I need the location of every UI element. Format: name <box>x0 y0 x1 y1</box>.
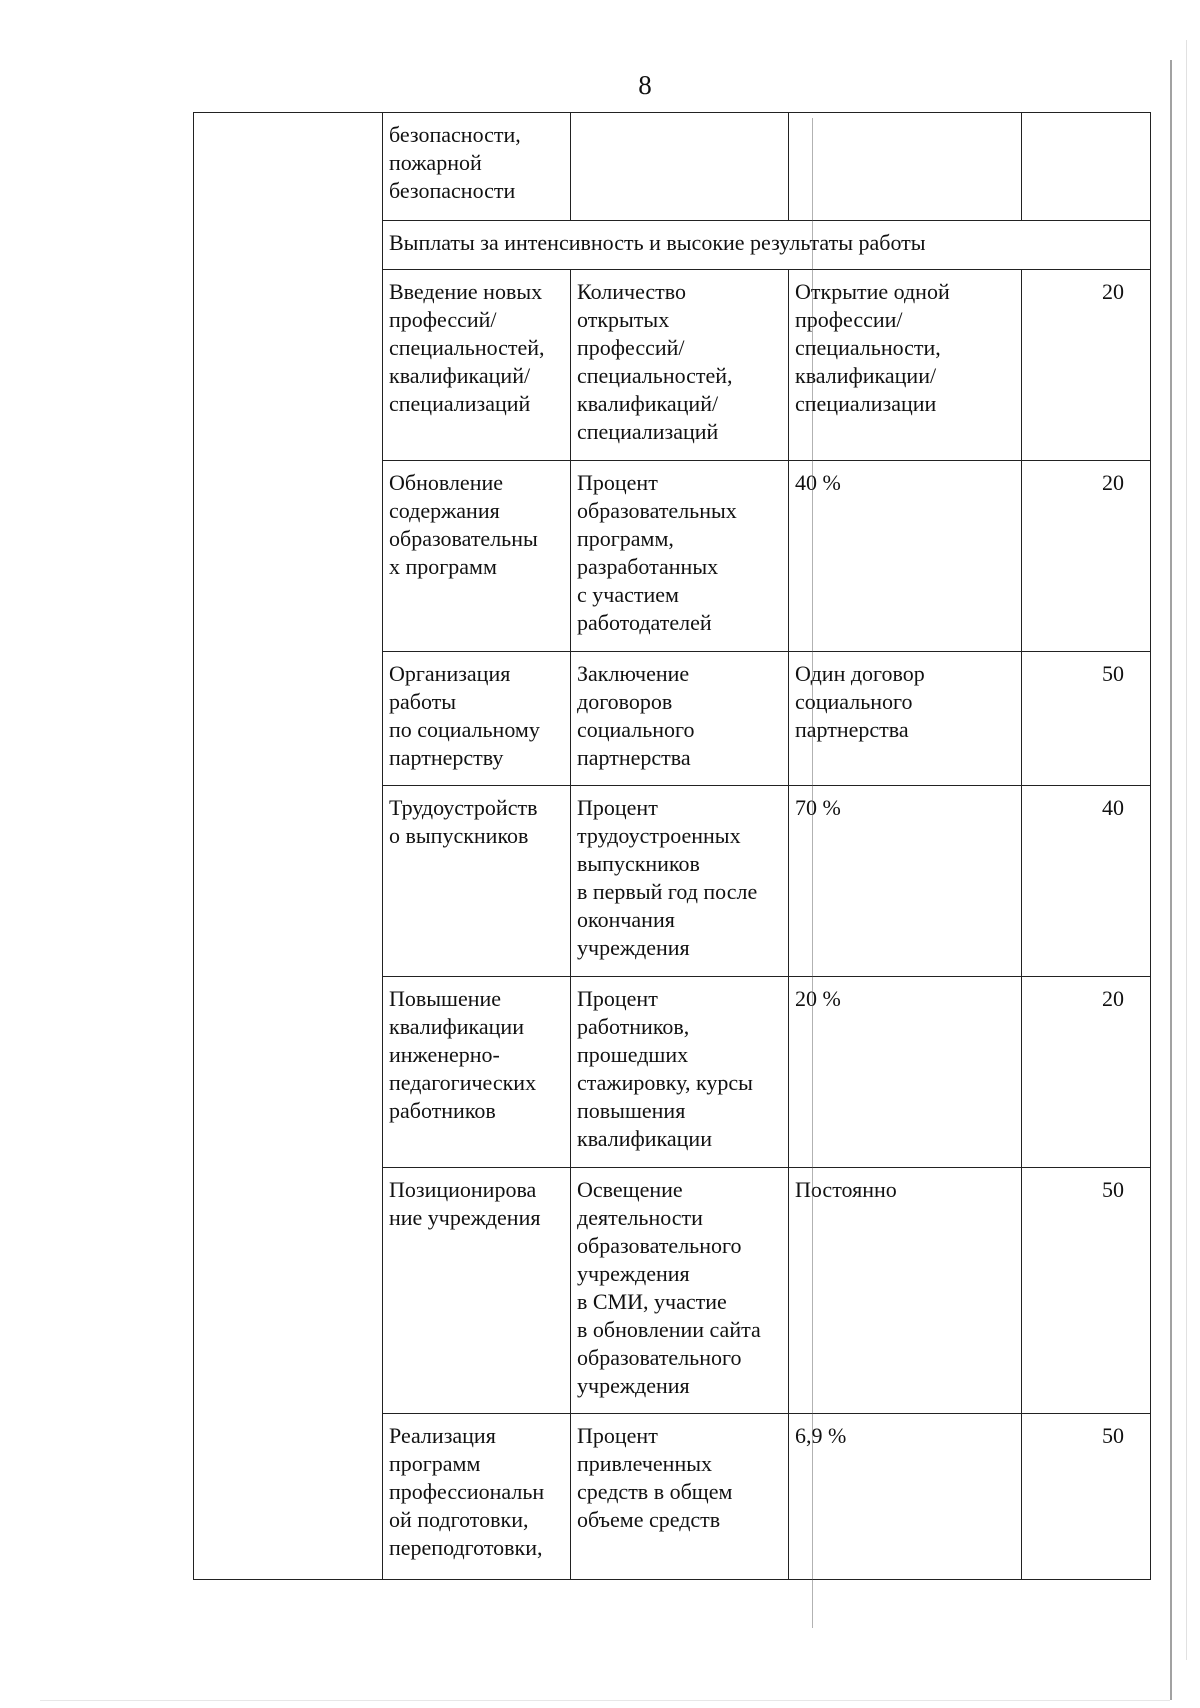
indicator-cell: Позиционирова ние учреждения <box>383 1168 571 1414</box>
scan-artifact-line <box>40 1700 1170 1701</box>
condition-cell: Один договор социального партнерства <box>789 652 1022 786</box>
indicator-cell: Реализация программ профессиональн ой подготовки, переподготовки, <box>383 1414 571 1580</box>
points-cell: 20 <box>1022 977 1151 1168</box>
points-cell: 40 <box>1022 786 1151 977</box>
indicator-cell: безопасности, пожарной безопасности <box>383 113 571 221</box>
condition-cell: 70 % <box>789 786 1022 977</box>
criterion-cell: Процент привлеченных средств в общем объеме средств <box>571 1414 789 1580</box>
position-cell <box>194 113 383 1580</box>
condition-cell: 20 % <box>789 977 1022 1168</box>
criterion-cell: Количество открытых профессий/ специальностей, квалификаций/ специализаций <box>571 270 789 461</box>
scan-artifact-line <box>1170 60 1172 1700</box>
condition-cell: Открытие одной профессии/ специальности, квалификации/ специализации <box>789 270 1022 461</box>
points-cell: 20 <box>1022 461 1151 652</box>
criterion-cell: Процент трудоустроенных выпускников в первый год после окончания учреждения <box>571 786 789 977</box>
criterion-cell: Процент образовательных программ, разработанных с участием работодателей <box>571 461 789 652</box>
indicator-cell: Введение новых профессий/ специальностей, квалификаций/ специализаций <box>383 270 571 461</box>
indicator-cell: Повышение квалификации инженерно- педагогических работников <box>383 977 571 1168</box>
indicator-cell: Обновление содержания образовательны х программ <box>383 461 571 652</box>
indicator-cell: Организация работы по социальному партнерству <box>383 652 571 786</box>
condition-cell <box>789 113 1022 221</box>
section-title: Выплаты за интенсивность и высокие результаты работы <box>383 221 1151 270</box>
scan-artifact-line <box>812 118 813 1628</box>
points-cell: 50 <box>1022 1168 1151 1414</box>
criterion-cell: Освещение деятельности образовательного учреждения в СМИ, участие в обновлении сайта образовательного учреждения <box>571 1168 789 1414</box>
points-cell: 50 <box>1022 1414 1151 1580</box>
points-cell <box>1022 113 1151 221</box>
indicator-cell: Трудоустройств о выпускников <box>383 786 571 977</box>
criteria-table <box>193 112 1151 1580</box>
scan-artifact-line <box>1186 40 1187 1660</box>
page-number: 8 <box>638 70 652 100</box>
table-row <box>194 113 1151 221</box>
condition-cell: 6,9 % <box>789 1414 1022 1580</box>
condition-cell: Постоянно <box>789 1168 1022 1414</box>
criterion-cell: Процент работников, прошедших стажировку, курсы повышения квалификации <box>571 977 789 1168</box>
criterion-cell <box>571 113 789 221</box>
points-cell: 50 <box>1022 652 1151 786</box>
criterion-cell: Заключение договоров социального партнерства <box>571 652 789 786</box>
points-cell: 20 <box>1022 270 1151 461</box>
condition-cell: 40 % <box>789 461 1022 652</box>
